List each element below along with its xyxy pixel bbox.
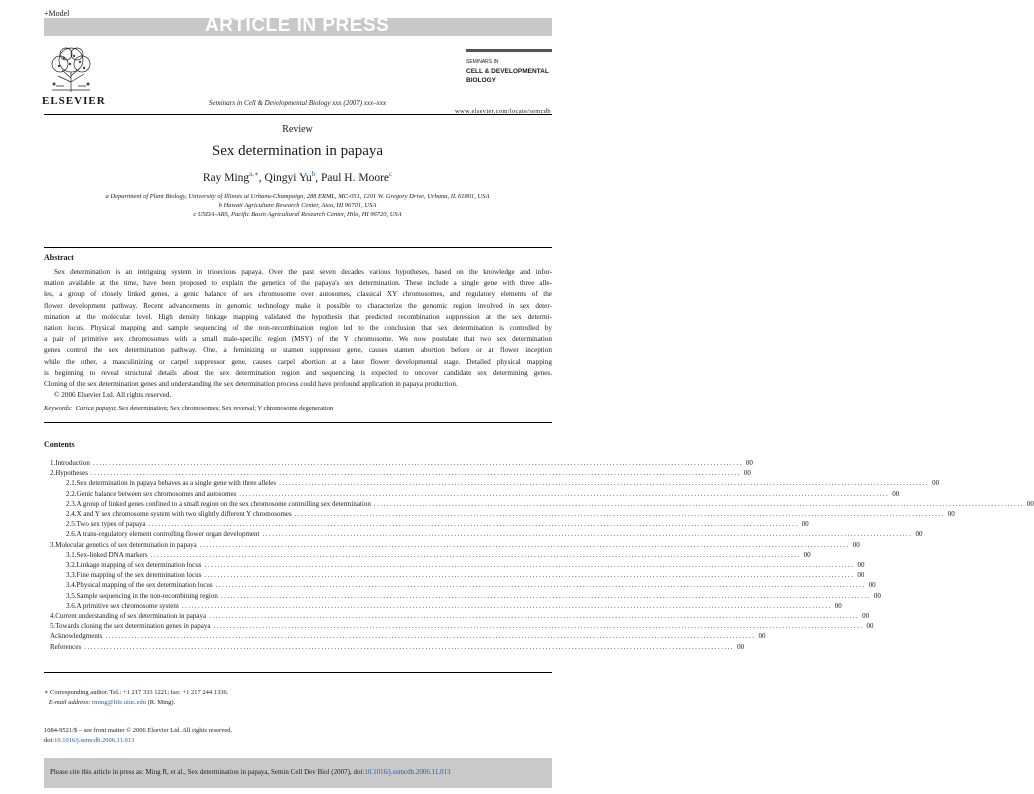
affiliation: b Hawaii Agriculture Research Center, Aiea, HI 96701, USA	[218, 202, 377, 209]
toc-number: 3.4.	[66, 581, 77, 590]
toc-entry[interactable]	[44, 561, 865, 571]
author-affil-link[interactable]: c	[389, 170, 393, 178]
journal-logo-top: SEMINARS IN	[466, 59, 499, 65]
toc-page: 00	[915, 530, 923, 539]
abstract-line: Sex determination is an intriguing system in trioecious papaya. Over the past seven decades various hypotheses, based on the knowledge and infor-	[54, 268, 552, 276]
affiliation: a Department of Plant Biology, University of Illinois at Urbana-Champaign, 288 ERML, MC-051, 1201 W. Gregory Drive, Urbana, IL 61801, USA	[105, 193, 490, 200]
publisher-name: ELSEVIER	[42, 95, 106, 107]
journal-logo-line1: CELL & DEVELOPMENTAL	[466, 68, 549, 75]
issn-line: 1084-9521/$ – see front matter © 2006 Elsevier Ltd. All rights reserved.	[44, 727, 233, 734]
doi-label: doi:	[44, 737, 55, 744]
toc-leader: ........................................................................................................................................................................................................	[204, 571, 855, 580]
toc-title: References	[50, 642, 82, 651]
toc-page: 00	[866, 622, 874, 631]
toc-entry[interactable]	[44, 540, 860, 551]
toc-entry[interactable]	[44, 581, 876, 591]
contents-heading: Contents	[44, 440, 75, 449]
toc-title: Molecular genetics of sex determination in papaya	[55, 540, 197, 549]
toc-leader: ........................................................................................................................................................................................................	[239, 489, 890, 498]
toc-entry[interactable]	[44, 612, 870, 622]
doi-link[interactable]: 10.1016/j.semcdb.2006.11.013	[54, 737, 135, 744]
toc-page: 00	[857, 561, 865, 569]
elsevier-tree-logo	[44, 44, 98, 94]
toc-title: Acknowledgments	[50, 632, 103, 641]
toc-page: 00	[1026, 499, 1034, 508]
journal-logo-line2: BIOLOGY	[466, 77, 496, 84]
toc-entry[interactable]	[44, 530, 923, 540]
journal-logo-rule	[466, 49, 552, 52]
toc-page: 00	[947, 510, 955, 518]
toc-page: 00	[852, 540, 860, 549]
abstract-body	[44, 267, 552, 401]
abstract-line: genes control the sex determination pathway. One, a feminizing or stamen suppressor gene, causes stamen abortion before or at flower inception	[44, 346, 552, 355]
keywords	[44, 405, 333, 412]
toc-entry[interactable]	[44, 510, 955, 520]
abstract-top-rule	[44, 247, 552, 248]
toc-number: 2.1.	[66, 479, 77, 488]
toc-number: 3.3.	[66, 571, 77, 580]
toc-title: A group of linked genes confined to a small region on the sex chromosome controlling sex determination	[76, 499, 371, 508]
toc-leader: ........................................................................................................................................................................................................	[84, 642, 735, 651]
footnote-contact: ∗ Corresponding author. Tel.: +1 217 333 1221; fax: +1 217 244 1336.	[44, 689, 229, 696]
toc-number: 5.	[50, 622, 56, 631]
toc-title: Physical mapping of the sex determination locus	[76, 581, 213, 590]
toc-title: Genic balance between sex chromosomes and autosomes	[76, 489, 237, 498]
toc-title: Towards cloning the sex determination genes in papaya	[55, 622, 211, 631]
abstract-line: Cloning of the sex determination genes and understanding the sex determination process could have profound application in papaya production.	[44, 380, 458, 389]
toc-page: 00	[801, 520, 809, 529]
toc-title: Current understanding of sex determination in papaya	[55, 612, 207, 620]
toc-page: 00	[892, 489, 900, 498]
toc-page: 00	[932, 479, 940, 488]
toc-leader: ........................................................................................................................................................................................................	[279, 479, 930, 488]
journal-citation: Seminars in Cell & Developmental Biology xxx (2007) xxx–xxx	[209, 99, 386, 107]
toc-leader: ........................................................................................................................................................................................................	[215, 581, 866, 590]
author-name: Qingyi Yu	[264, 171, 312, 184]
author-list: Ray Ming$^{a,∗}$, Qingyi Yu$^b$, Paul H. Moore$^c$	[202, 170, 393, 184]
toc-entry[interactable]	[44, 479, 940, 489]
toc-number: 3.6.	[66, 601, 77, 610]
toc-leader: ........................................................................................................................................................................................................	[294, 510, 945, 518]
toc-entry[interactable]	[44, 520, 809, 530]
email-label: E-mail address:	[48, 699, 91, 706]
keyword-first: Carica papaya	[75, 405, 116, 412]
toc-title: Linkage mapping of sex determination locus	[76, 561, 202, 569]
toc-leader: ........................................................................................................................................................................................................	[90, 469, 741, 478]
toc-number: 2.	[50, 469, 56, 478]
toc-number: 3.1.	[66, 550, 77, 559]
toc-entry[interactable]	[44, 571, 865, 581]
author-affil-link[interactable]: b	[311, 170, 316, 178]
toc-page: 00	[873, 591, 881, 600]
model-label: +Model	[44, 9, 70, 18]
toc-entry[interactable]	[44, 499, 1034, 510]
abstract-line: © 2006 Elsevier Ltd. All rights reserved.	[54, 391, 172, 400]
abstract-line: a pair of primitive sex chromosomes with a small male-specific region (MSY) of the Y chromosome. We now postulate that two sex determination	[44, 335, 552, 344]
abstract-line: mination at the molecular level. High density linkage mapping validated the hypothesis that predicted recombination suppression at the sex determi-	[44, 312, 552, 321]
toc-title: Sex determination in papaya behaves as a single gene with three alleles	[76, 479, 277, 488]
affiliation: c USDA-ARS, Pacific Basin Agricultural Research Center, Hilo, HI 96720, USA	[193, 211, 402, 218]
toc-page: 00	[857, 571, 865, 580]
corresponding-footnote	[44, 688, 228, 708]
article-title: Sex determination in papaya	[211, 143, 384, 159]
email-suffix: (R. Ming).	[147, 699, 176, 706]
abstract-line: while the other, a masculinizing or carpel suppressor gene, causes carpel abortion at a later flower developmental stage. Detailed physical mapping	[44, 357, 552, 366]
author-name: Paul H. Moore	[320, 171, 390, 184]
toc-leader: ........................................................................................................................................................................................................	[262, 530, 913, 539]
citation-doi-link[interactable]: 10.1016/j.semcdb.2006.11.013	[364, 768, 451, 776]
toc-leader: ........................................................................................................................................................................................................	[181, 601, 832, 610]
toc-number: 4.	[50, 612, 56, 620]
toc-leader: ........................................................................................................................................................................................................	[92, 459, 743, 467]
journal-url-link[interactable]: www.elsevier.com/locate/semcdb	[455, 108, 551, 115]
toc-number: 3.5.	[66, 591, 77, 600]
toc-entry[interactable]	[44, 622, 874, 632]
toc-number: 2.5.	[66, 520, 77, 529]
header-rule	[44, 114, 552, 115]
toc-title: Introduction	[55, 459, 90, 467]
toc-number: 2.4.	[66, 510, 77, 518]
toc-number: 3.	[50, 540, 56, 549]
citation-prefix: Please cite this article in press as: Ming R, et al., Sex determination in papaya, Semin Cell Dev Biol (2007), doi:	[50, 768, 365, 776]
toc-leader: ........................................................................................................................................................................................................	[373, 499, 1024, 508]
toc-number: 2.6.	[66, 530, 77, 539]
contents-bottom-rule	[44, 672, 552, 673]
keywords-rest: ; Sex determination; Sex chromosomes; Sex reversal; Y chromosome degeneration	[115, 405, 334, 412]
toc-number: 2.3.	[66, 499, 77, 508]
toc-title: X and Y sex chromosome system with two slightly different Y chromosomes	[76, 510, 292, 518]
footnote-email-line	[44, 698, 228, 708]
toc-leader: ........................................................................................................................................................................................................	[204, 561, 855, 569]
toc-leader: ........................................................................................................................................................................................................	[148, 520, 799, 529]
author-affil-link[interactable]: a,∗	[249, 170, 259, 178]
toc-title: Sample sequencing in the non-recombining region	[76, 591, 218, 600]
author-name: Ray Ming	[202, 171, 250, 184]
toc-page: 00	[803, 550, 811, 559]
toc-entry[interactable]	[44, 489, 900, 500]
toc-number: 2.2.	[66, 489, 77, 498]
toc-page: 00	[745, 459, 753, 467]
toc-title: Fine mapping of the sex determination locus	[76, 571, 202, 580]
abstract-heading: Abstract	[44, 253, 74, 262]
toc-leader: ........................................................................................................................................................................................................	[220, 591, 871, 600]
citation-text	[50, 768, 451, 776]
toc-page: 00	[834, 601, 842, 610]
abstract-line: flower development pathway. Recent advancements in genomic technology make it possible to characterize the genomic region involved in sex deter-	[44, 301, 552, 310]
toc-page: 00	[743, 469, 751, 478]
toc-page: 00	[758, 632, 766, 641]
section-label: Review	[282, 124, 313, 135]
toc-entry[interactable]	[44, 459, 753, 469]
toc-number: 1.	[50, 459, 56, 467]
doi-line	[44, 736, 134, 746]
article-in-press-banner: ARTICLE IN PRESS	[205, 15, 390, 36]
abstract-line: les, a group of closely linked genes, a genic balance of sex chromosome over autosomes, classical XY chromosomes, and regulatory elements of the	[44, 290, 552, 299]
abstract-line: is beginning to reveal structural details about the sex determination region and sequencing is expected to uncover candidate sex determining genes.	[44, 368, 552, 377]
toc-leader: ........................................................................................................................................................................................................	[199, 540, 850, 549]
abstract-bottom-rule	[44, 422, 552, 423]
keywords-label: Keywords:	[44, 405, 73, 412]
toc-entry[interactable]	[44, 642, 745, 653]
toc-leader: ........................................................................................................................................................................................................	[105, 632, 756, 641]
toc-title: A primitive sex chromosome system	[76, 601, 179, 610]
abstract-line: nation locus. Physical mapping and sample sequencing of the non-recombination region led to the conclusion that sex determination is controlled by	[44, 324, 552, 333]
toc-number: 3.2.	[66, 561, 77, 569]
email-link[interactable]: rming@life.uiuc.edu	[91, 699, 146, 706]
toc-entry[interactable]	[44, 550, 811, 561]
toc-title: Two sex types of papaya	[76, 520, 146, 529]
toc-leader: ........................................................................................................................................................................................................	[209, 612, 860, 620]
toc-title: Sex-linked DNA markers	[76, 550, 148, 559]
toc-entry[interactable]	[44, 601, 842, 612]
toc-leader: ........................................................................................................................................................................................................	[213, 622, 864, 631]
toc-entry[interactable]	[44, 591, 881, 602]
abstract-line: mation available at the time, have been proposed to explain the genetics of the papaya's sex determination. These include a single gene with three alle-	[44, 279, 552, 288]
toc-page: 00	[862, 612, 870, 620]
toc-title: Hypotheses	[55, 469, 88, 478]
toc-leader: ........................................................................................................................................................................................................	[150, 550, 801, 559]
toc-page: 00	[868, 581, 876, 590]
toc-page: 00	[737, 642, 745, 651]
toc-entry[interactable]	[44, 469, 751, 479]
toc-title: A trans-regulatory element controlling flower organ development	[76, 530, 260, 539]
toc-entry[interactable]	[44, 632, 766, 642]
journal-logo	[466, 58, 549, 85]
